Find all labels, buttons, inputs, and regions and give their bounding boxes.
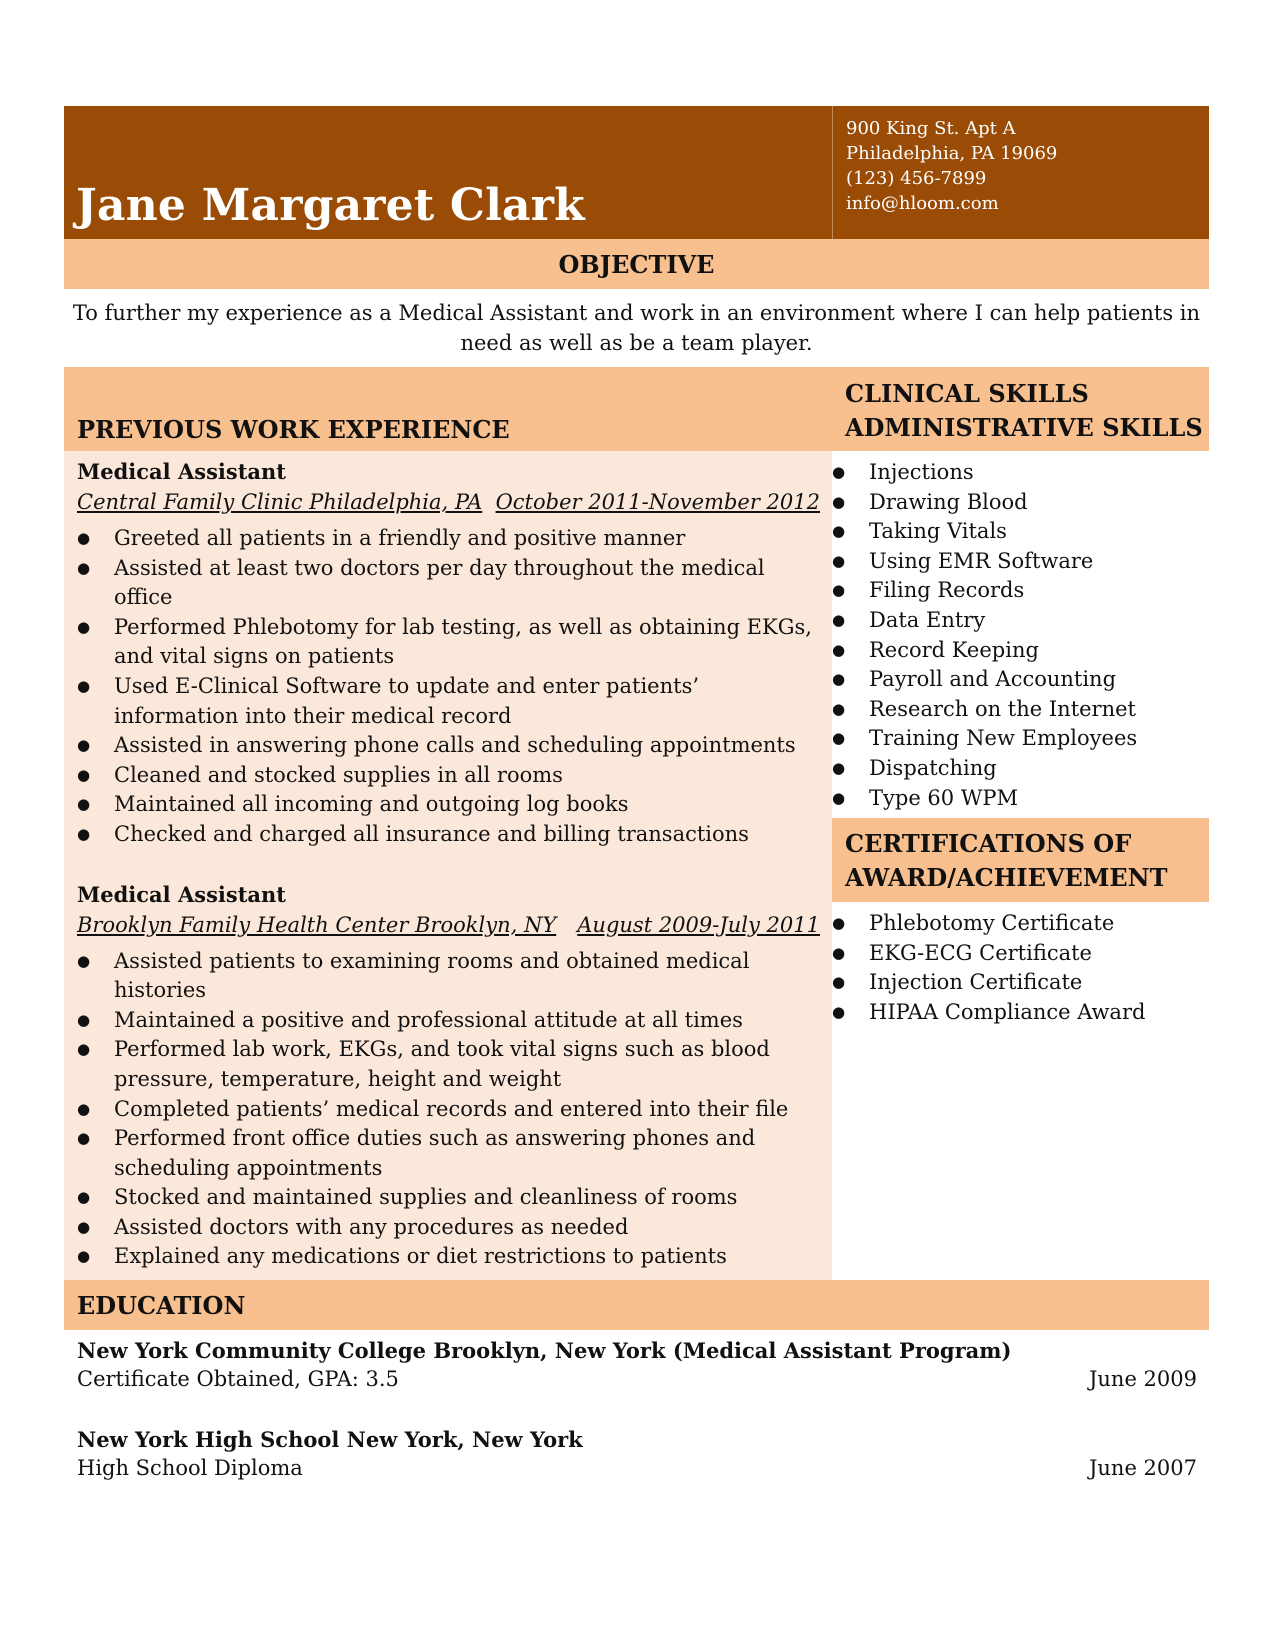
clinical-skills-heading: CLINICAL SKILLS: [845, 379, 1089, 408]
education-date: June 2007: [1088, 1456, 1197, 1481]
education-detail: Certificate Obtained, GPA: 3.5: [77, 1367, 399, 1392]
email-address: info@hloom.com: [846, 193, 999, 214]
address-line-1: 900 King St. Apt A: [846, 118, 1016, 139]
job-duties: [77, 947, 820, 1273]
objective-heading: OBJECTIVE: [558, 249, 715, 279]
skill-item: ● Drawing Blood: [832, 488, 1209, 518]
spacer: [77, 1394, 1197, 1425]
job-employer: Central Family Clinic Philadelphia, PA: [77, 490, 483, 514]
duty-item: ● Performed lab work, EKGs, and took vital signs such as blood pressure, temperature, height and weight: [77, 1035, 820, 1094]
duty-item: ● Assisted patients to examining rooms and obtained medical histories: [77, 947, 820, 1006]
phone-number: (123) 456-7899: [846, 168, 987, 189]
experience-heading: PREVIOUS WORK EXPERIENCE: [64, 367, 832, 451]
certification-item: ● Phlebotomy Certificate: [832, 909, 1209, 939]
job-duties: [77, 524, 820, 850]
address-line-2: Philadelphia, PA 19069: [846, 143, 1058, 164]
job-meta: [77, 910, 820, 940]
skill-item: ● Taking Vitals: [832, 517, 1209, 547]
education-heading: EDUCATION: [64, 1280, 1209, 1330]
duty-item: ● Used E-Clinical Software to update and enter patients’ information into their medical record: [77, 672, 820, 731]
certification-item: ● EKG-ECG Certificate: [832, 939, 1209, 969]
duty-item: ● Performed front office duties such as answering phones and scheduling appointments: [77, 1124, 820, 1183]
candidate-name: Jane Margaret Clark: [76, 180, 585, 231]
duty-item: ● Completed patients’ medical records and entered into their file: [77, 1095, 820, 1125]
resume-header: [64, 106, 1209, 239]
education-section: [64, 1330, 1209, 1483]
education-date: June 2009: [1088, 1367, 1197, 1392]
certifications-heading-line-2: AWARD/ACHIEVEMENT: [845, 863, 1168, 893]
skill-item: ● Training New Employees: [832, 724, 1209, 754]
administrative-skills-heading: ADMINISTRATIVE SKILLS: [845, 413, 1203, 442]
header-name-cell: [64, 106, 833, 239]
education-detail: High School Diploma: [77, 1456, 303, 1481]
skill-item: ● Type 60 WPM: [832, 784, 1209, 814]
contact-info: [833, 106, 1209, 239]
certifications-list: [832, 909, 1209, 1027]
skill-item: ● Data Entry: [832, 606, 1209, 636]
skill-item: ● Dispatching: [832, 754, 1209, 784]
job-entry: [64, 880, 832, 1281]
skills-column: [832, 367, 1209, 1280]
objective-text: To further my experience as a Medical Assistant and work in an environment where I can help patients in need as well as be a team player.: [72, 301, 1201, 355]
duty-item: ● Explained any medications or diet restrictions to patients: [77, 1242, 820, 1272]
education-row: [77, 1454, 1197, 1483]
job-title: Medical Assistant: [77, 459, 286, 484]
experience-column: [64, 367, 832, 1280]
certification-item: ● HIPAA Compliance Award: [832, 998, 1209, 1028]
duty-item: ● Stocked and maintained supplies and cleanliness of rooms: [77, 1183, 820, 1213]
duty-item: ● Performed Phlebotomy for lab testing, as well as obtaining EKGs, and vital signs on patients: [77, 613, 820, 672]
main-columns: [64, 367, 1209, 1280]
skill-item: ● Record Keeping: [832, 636, 1209, 666]
job-employer: Brooklyn Family Health Center Brooklyn, NY: [77, 912, 557, 937]
certifications-heading: [832, 818, 1209, 902]
job-entry: [64, 451, 832, 850]
skills-list: [832, 458, 1209, 813]
duty-item: ● Greeted all patients in a friendly and positive manner: [77, 524, 820, 554]
certifications-heading-line-1: CERTIFICATIONS OF: [845, 829, 1132, 859]
duty-item: ● Assisted in answering phone calls and scheduling appointments: [77, 731, 820, 761]
duty-item: ● Assisted doctors with any procedures as needed: [77, 1213, 820, 1243]
duty-item: ● Assisted at least two doctors per day throughout the medical office: [77, 554, 820, 613]
certification-item: ● Injection Certificate: [832, 968, 1209, 998]
duty-item: ● Checked and charged all insurance and billing transactions: [77, 820, 820, 850]
duty-item: ● Cleaned and stocked supplies in all rooms: [77, 761, 820, 791]
education-row: [77, 1365, 1197, 1394]
duty-item: ● Maintained a positive and professional attitude at all times: [77, 1006, 820, 1036]
skill-item: ● Filing Records: [832, 576, 1209, 606]
skill-item: ● Payroll and Accounting: [832, 665, 1209, 695]
job-meta: [77, 487, 820, 517]
job-dates: October 2011-November 2012: [495, 490, 820, 514]
school-name: New York Community College Brooklyn, New York (Medical Assistant Program): [77, 1338, 1012, 1364]
skill-item: ● Research on the Internet: [832, 695, 1209, 725]
duty-item: ● Maintained all incoming and outgoing log books: [77, 790, 820, 820]
skill-item: ● Injections: [832, 458, 1209, 488]
resume-page: [64, 106, 1209, 1483]
objective-heading-band: [64, 239, 1209, 289]
skill-item: ● Using EMR Software: [832, 547, 1209, 577]
job-title: Medical Assistant: [77, 881, 286, 907]
school-name: New York High School New York, New York: [77, 1427, 583, 1453]
spacer: [64, 850, 832, 880]
skills-heading: [832, 367, 1209, 451]
job-dates: August 2009-July 2011: [577, 912, 820, 937]
